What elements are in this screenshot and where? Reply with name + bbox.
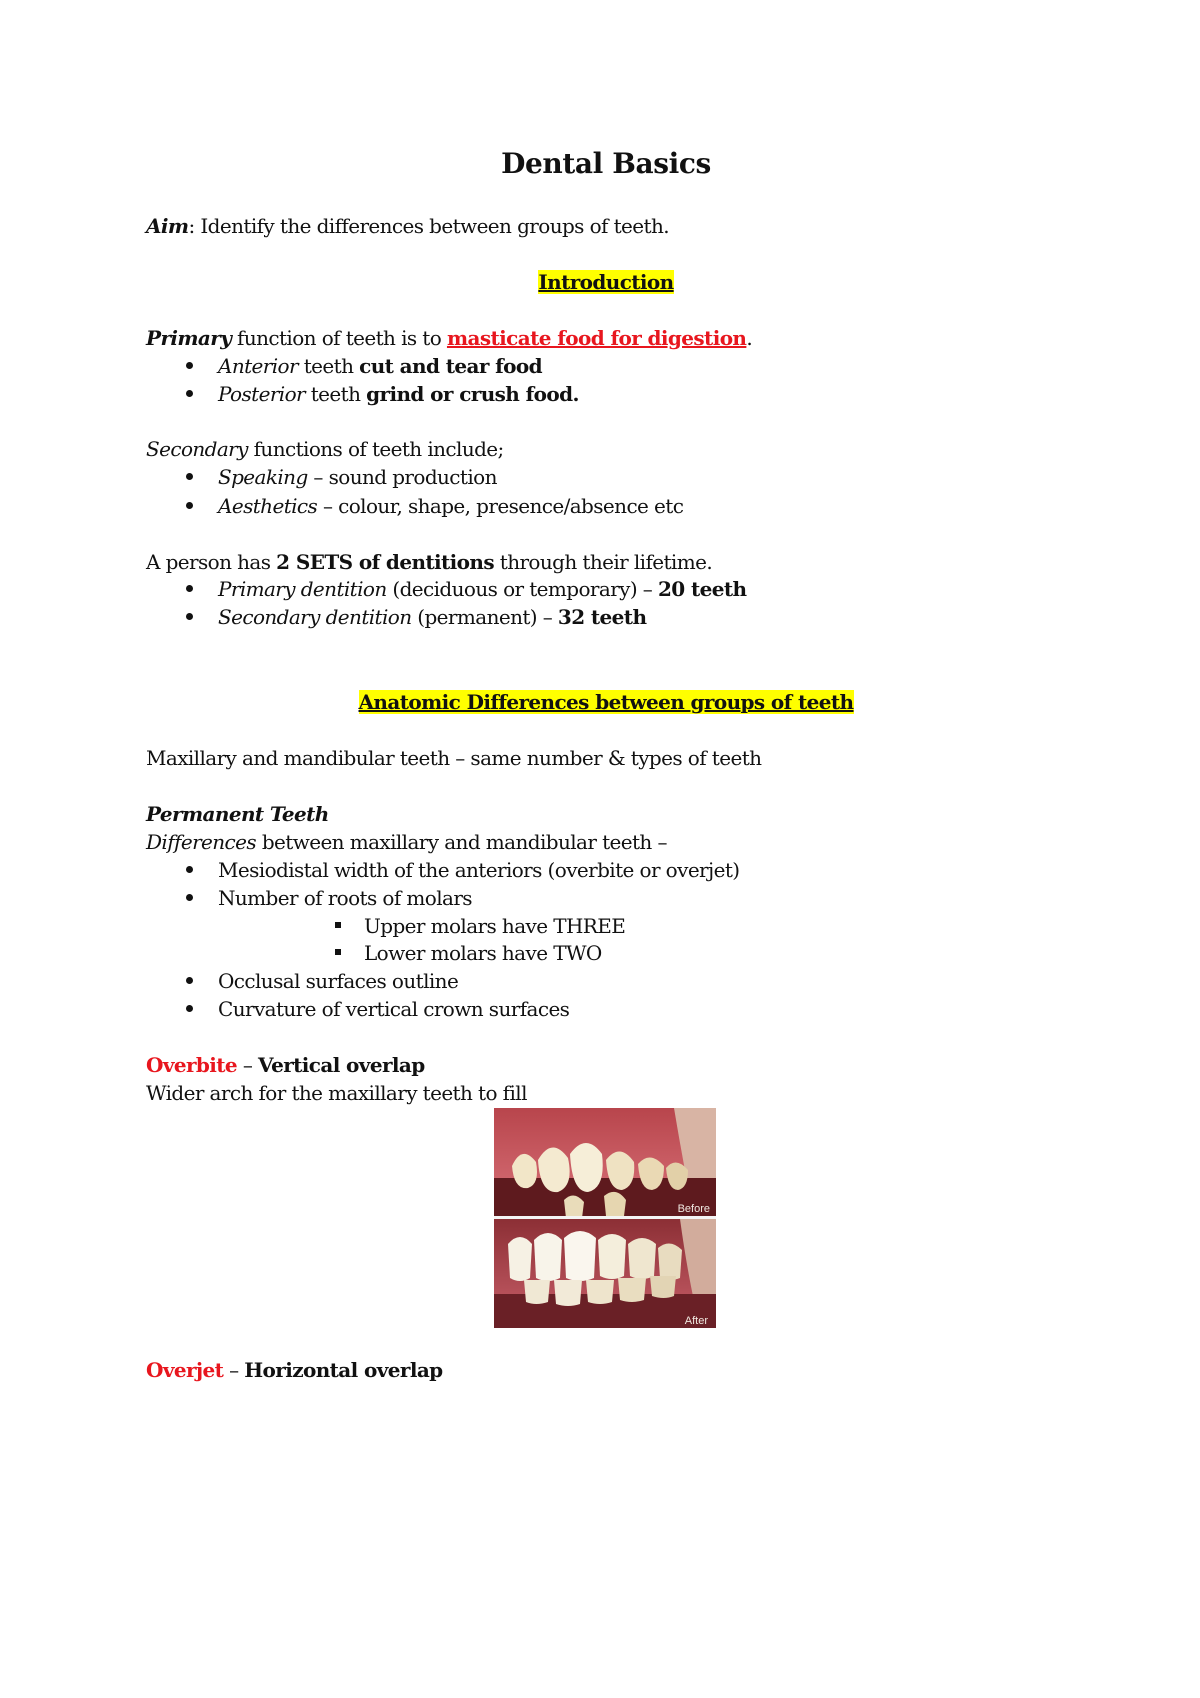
after-label: After (684, 1315, 708, 1327)
list-item-speaking (218, 463, 497, 491)
teeth-illustration (494, 1108, 716, 1328)
tooth-shape (618, 1278, 646, 1302)
overbite-note: Wider arch for the maxillary teeth to fill (146, 1081, 527, 1105)
bullet-icon (186, 1005, 193, 1012)
page-title: Dental Basics (501, 147, 711, 180)
tooth-shape (524, 1280, 550, 1304)
overjet-dash: – (223, 1358, 245, 1382)
speaking-rest: – sound production (307, 465, 497, 489)
secondary-dentition-strong: 32 teeth (557, 605, 647, 629)
dentitions-pre: A person has (146, 550, 277, 574)
bullet-icon (186, 613, 193, 620)
tooth-shape (554, 1280, 582, 1306)
tooth-shape (628, 1238, 656, 1279)
list-item-roots: Number of roots of molars (218, 886, 472, 910)
overjet-definition: Horizontal overlap (244, 1358, 443, 1382)
introduction-heading: Introduction (538, 270, 674, 294)
tooth-shape (534, 1233, 562, 1281)
posterior-term: Posterior (218, 382, 305, 406)
subitem-upper-molars: Upper molars have THREE (364, 914, 626, 938)
secondary-dentition-mid: (permanent) – (411, 605, 558, 629)
overjet-term: Overjet (146, 1358, 224, 1382)
list-item-curvature: Curvature of vertical crown surfaces (218, 997, 570, 1021)
dentitions-strong: 2 SETS of dentitions (276, 550, 494, 574)
overbite-line (146, 1051, 425, 1079)
differences-text: between maxillary and mandibular teeth – (256, 830, 667, 854)
permanent-teeth-heading: Permanent Teeth (146, 802, 329, 826)
tooth-shape (586, 1280, 614, 1304)
bullet-icon (186, 390, 193, 397)
before-label: Before (677, 1203, 710, 1215)
list-item-secondary-dentition (218, 603, 646, 631)
bullet-icon (186, 866, 193, 873)
posterior-strong: grind or crush food. (366, 382, 579, 406)
primary-highlight: masticate food for digestion (446, 326, 747, 350)
speaking-term: Speaking (218, 465, 308, 489)
primary-end: . (746, 326, 753, 350)
aim-line (146, 212, 669, 240)
anterior-mid: teeth (297, 354, 360, 378)
bullet-icon (186, 894, 193, 901)
maxillary-line: Maxillary and mandibular teeth – same number & types of teeth (146, 746, 762, 770)
differences-label: Differences (146, 830, 257, 854)
tooth-shape (564, 1231, 596, 1281)
secondary-functions-line (146, 435, 504, 463)
bullet-icon (186, 585, 193, 592)
introduction-heading-line (0, 268, 1200, 296)
overbite-definition: Vertical overlap (257, 1053, 425, 1077)
list-item-mesiodistal: Mesiodistal width of the anteriors (overbite or overjet) (218, 858, 740, 882)
aim-text: : Identify the differences between groups of teeth. (188, 214, 669, 238)
anterior-strong: cut and tear food (359, 354, 542, 378)
secondary-text: functions of teeth include; (247, 437, 504, 461)
primary-text: function of teeth is to (231, 326, 447, 350)
anatomic-heading: Anatomic Differences between groups of teeth (358, 690, 854, 714)
primary-dentition-strong: 20 teeth (657, 577, 747, 601)
overbite-term: Overbite (146, 1053, 238, 1077)
tooth-shape (508, 1237, 532, 1281)
anterior-term: Anterior (218, 354, 298, 378)
overjet-line (146, 1356, 443, 1384)
dentitions-post: through their lifetime. (494, 550, 713, 574)
primary-dentition-term: Primary dentition (218, 577, 387, 601)
aesthetics-term: Aesthetics (218, 494, 318, 518)
tooth-shape (598, 1234, 626, 1279)
bullet-icon (186, 977, 193, 984)
list-item-aesthetics (218, 492, 683, 520)
bullet-icon (186, 502, 193, 509)
photo-divider (494, 1216, 716, 1219)
tooth-shape (650, 1276, 676, 1298)
square-bullet-icon (335, 949, 341, 955)
subitem-lower-molars: Lower molars have TWO (364, 941, 602, 965)
posterior-mid: teeth (304, 382, 367, 406)
aim-label: Aim (146, 214, 189, 238)
overbite-before-after-photo (494, 1108, 716, 1328)
dentitions-line (146, 548, 712, 576)
list-item-anterior (218, 352, 542, 380)
list-item-primary-dentition (218, 575, 746, 603)
secondary-dentition-term: Secondary dentition (218, 605, 412, 629)
bullet-icon (186, 473, 193, 480)
list-item-occlusal: Occlusal surfaces outline (218, 969, 459, 993)
aesthetics-rest: – colour, shape, presence/absence etc (317, 494, 684, 518)
overbite-dash: – (237, 1053, 258, 1077)
tooth-shape (658, 1243, 682, 1280)
secondary-label: Secondary (146, 437, 248, 461)
primary-label: Primary (146, 326, 232, 350)
differences-line (146, 828, 667, 856)
list-item-posterior (218, 380, 579, 408)
anatomic-heading-line (0, 688, 1200, 716)
square-bullet-icon (335, 922, 341, 928)
primary-dentition-mid: (deciduous or temporary) – (386, 577, 658, 601)
primary-function-line (146, 324, 752, 352)
bullet-icon (186, 362, 193, 369)
